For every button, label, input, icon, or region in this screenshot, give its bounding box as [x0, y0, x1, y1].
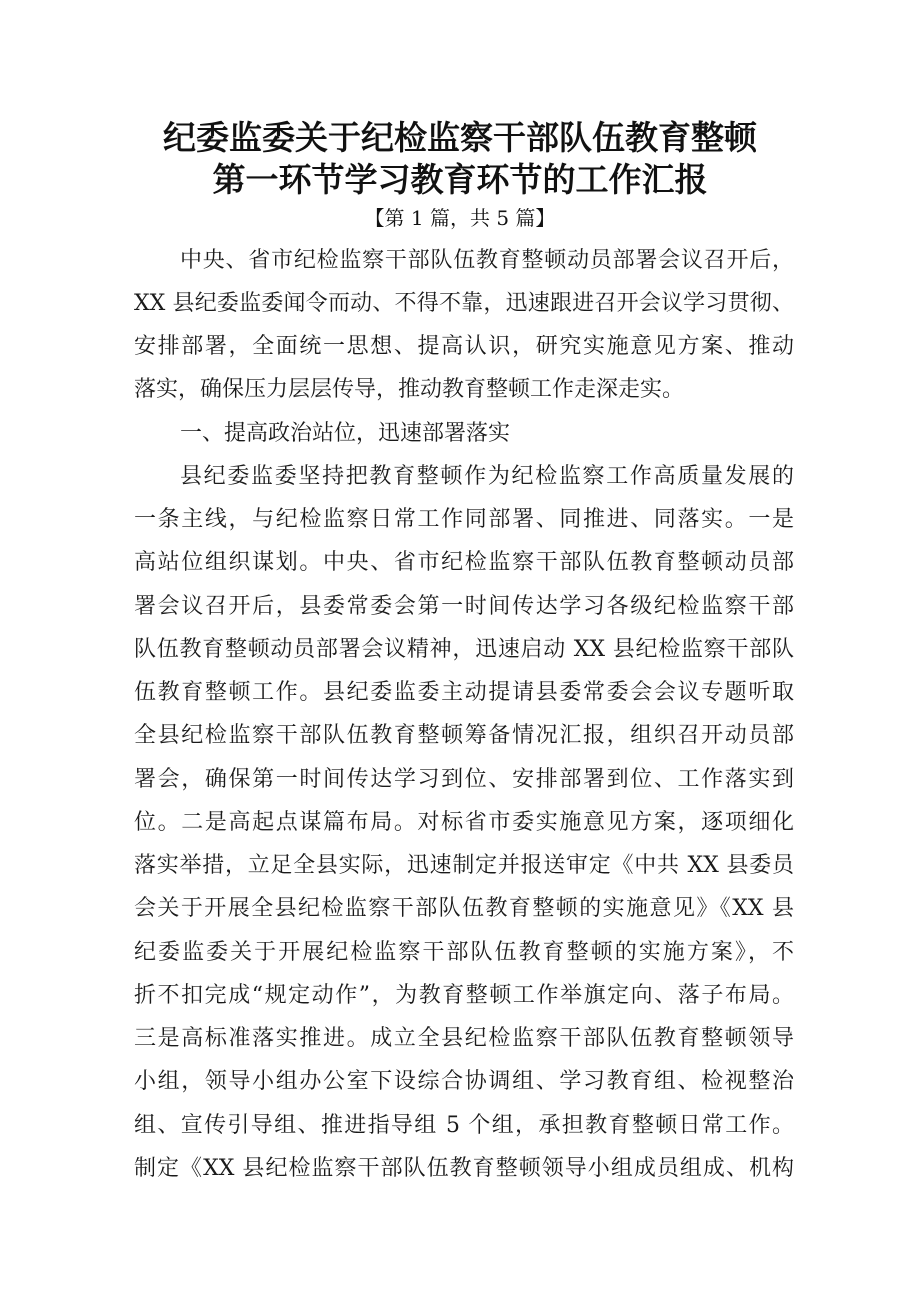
body-line: 折不扣完成“规定动作”，为教育整顿工作举旗定向、落子布局。 [134, 983, 794, 1008]
body-line: 中央、省市纪检监察干部队伍教育整顿动员部署会议召开后， [180, 248, 794, 273]
body-line: 队伍教育整顿动员部署会议精神，迅速启动 XX 县纪检监察干部队 [134, 637, 794, 662]
body-line: 纪委监委关于开展纪检监察干部队伍教育整顿的实施方案》，不 [134, 940, 794, 965]
section-heading: 一、提高政治站位，迅速部署落实 [180, 421, 511, 446]
body-line: 署会议召开后，县委常委会第一时间传达学习各级纪检监察干部 [134, 594, 794, 619]
body-line: 三是高标准落实推进。成立全县纪检监察干部队伍教育整顿领导 [134, 1026, 794, 1051]
document-title-line-1: 纪委监委关于纪检监察干部队伍教育整顿 [163, 118, 757, 157]
body-line: XX 县纪委监委闻令而动、不得不靠，迅速跟进召开会议学习贯彻、 [134, 291, 794, 316]
body-line: 全县纪检监察干部队伍教育整顿筹备情况汇报，组织召开动员部 [134, 723, 794, 748]
body-line: 组、宣传引导组、推进指导组 5 个组，承担教育整顿日常工作。 [134, 1113, 794, 1138]
body-line: 伍教育整顿工作。县纪委监委主动提请县委常委会会议专题听取 [134, 680, 794, 705]
document-subtitle: 【第 1 篇，共 5 篇】 [364, 206, 556, 230]
body-line: 制定《XX 县纪检监察干部队伍教育整顿领导小组成员组成、机构 [134, 1156, 794, 1181]
body-line: 高站位组织谋划。中央、省市纪检监察干部队伍教育整顿动员部 [134, 550, 794, 575]
body-line: 一条主线，与纪检监察日常工作同部署、同推进、同落实。一是 [134, 507, 794, 532]
body-line: 安排部署，全面统一思想、提高认识，研究实施意见方案、推动 [134, 334, 794, 359]
body-line: 落实，确保压力层层传导，推动教育整顿工作走深走实。 [134, 377, 685, 402]
body-line: 会关于开展全县纪检监察干部队伍教育整顿的实施意见》《XX 县 [134, 896, 794, 921]
body-line: 小组，领导小组办公室下设综合协调组、学习教育组、检视整治 [134, 1069, 794, 1094]
document-title-line-2: 第一环节学习教育环节的工作汇报 [212, 160, 708, 199]
body-line: 县纪委监委坚持把教育整顿作为纪检监察工作高质量发展的 [180, 464, 794, 489]
body-line: 落实举措，立足全县实际，迅速制定并报送审定《中共 XX 县委员 [134, 853, 794, 878]
body-line: 署会，确保第一时间传达学习到位、安排部署到位、工作落实到 [134, 767, 794, 792]
body-line: 位。二是高起点谋篇布局。对标省市委实施意见方案，逐项细化 [134, 810, 794, 835]
